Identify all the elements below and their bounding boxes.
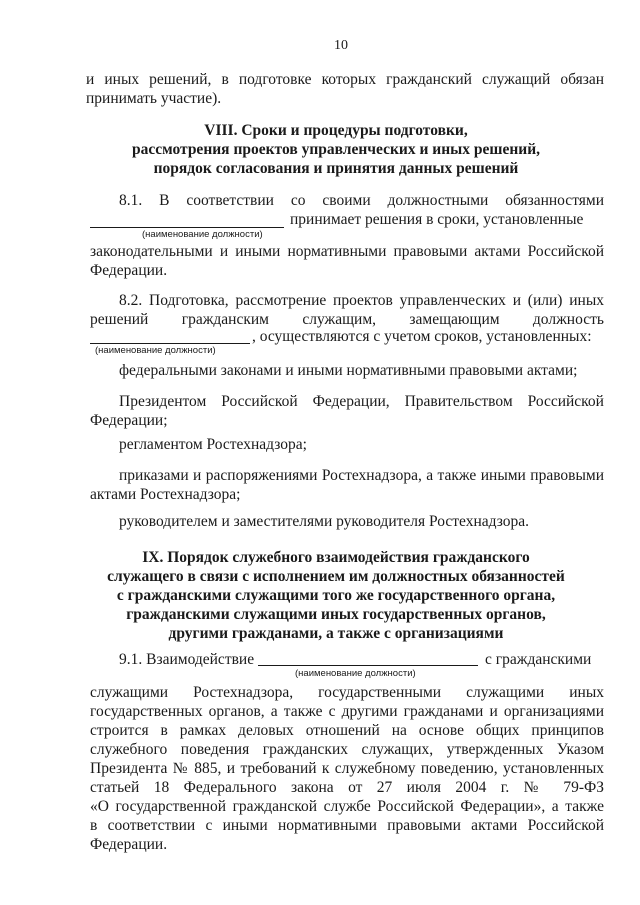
paragraph-8-1-line-4: Федерации. <box>90 262 168 279</box>
paragraph-8-1-line-1 <box>119 191 604 210</box>
word: Российской <box>527 393 604 410</box>
position-name-blank-line <box>258 665 478 666</box>
paragraph-8-1-line-3: законодательными и иными нормативными правовыми актами Российской <box>90 243 604 260</box>
word: В <box>159 192 170 209</box>
paragraph-9-1-line: Президента № 885, и требований к служебному поведению, установленных <box>90 760 604 777</box>
paragraph-9-1-line: в соответствии с иными нормативными правовыми актами Российской <box>90 817 604 834</box>
section-8-heading-line-3: порядок согласования и принятия данных решений <box>153 160 519 177</box>
word: Президентом <box>119 393 207 410</box>
section-9-heading-line-3: с гражданскими служащими того же государственного органа, <box>116 587 556 604</box>
list-item-president-line-1 <box>119 392 604 411</box>
position-name-blank-line <box>90 343 250 344</box>
paragraph-9-1-line: служащими Ростехнадзора, государственными служащими иных <box>90 684 604 701</box>
paragraph-9-1-line: статьей 18 Федерального закона от 27 июля 2004 г. № 79-ФЗ <box>90 779 604 796</box>
word: гражданским <box>181 311 269 328</box>
word: своими <box>322 192 371 209</box>
list-item-head: руководителем и заместителями руководителя Ростехнадзора. <box>119 513 529 530</box>
list-item-regulation: регламентом Ростехнадзора; <box>119 436 307 453</box>
word: соответствии <box>186 192 274 209</box>
word: Российской <box>221 393 298 410</box>
position-name-caption: (наименование должности) <box>95 345 216 356</box>
intro-line-1: и иных решений, в подготовке которых гражданский служащий обязан <box>86 71 604 88</box>
list-item-federal-laws: федеральными законами и иными нормативными правовыми актами; <box>119 362 578 379</box>
word: должность <box>532 311 604 328</box>
word: должностными <box>387 192 489 209</box>
word: Федерации, <box>312 393 390 410</box>
word: 8.1. <box>119 192 143 209</box>
section-9-heading-line-5: другими гражданами, а также с организациями <box>168 625 504 642</box>
paragraph-9-1-line: государственных органов, а также с другими гражданами и организациями <box>90 703 604 720</box>
section-8-heading-line-2: рассмотрения проектов управленческих и иных решений, <box>131 141 540 158</box>
position-name-caption: (наименование должности) <box>142 229 263 240</box>
paragraph-9-1-line: строится в рамках деловых отношений на основе общих принципов <box>90 722 604 739</box>
word: решений <box>90 311 149 328</box>
page-number: 10 <box>334 38 348 53</box>
section-8-heading-line-1: VIII. Сроки и процедуры подготовки, <box>204 122 468 139</box>
list-item-president-line-2: Федерации; <box>90 412 168 429</box>
word: служащим, <box>302 311 377 328</box>
position-name-caption: (наименование должности) <box>295 668 416 679</box>
word: обязанностями <box>505 192 604 209</box>
section-9-heading-line-1: IX. Порядок служебного взаимодействия гражданского <box>142 549 530 566</box>
paragraph-8-2-line-1: 8.2. Подготовка, рассмотрение проектов управленческих и (или) иных <box>119 292 604 309</box>
paragraph-9-1-end: с гражданскими <box>485 651 592 668</box>
paragraph-9-1-line: служебного поведения гражданских служащих, утвержденных Указом <box>90 741 604 758</box>
position-name-blank-line <box>90 227 284 228</box>
section-9-heading-line-2: служащего в связи с исполнением им должностных обязанностей <box>107 568 565 585</box>
paragraph-9-1-last-line: Федерации. <box>90 836 168 853</box>
paragraph-8-1-line-2: принимает решения в сроки, установленные <box>290 211 584 228</box>
list-item-orders-line-1: приказами и распоряжениями Ростехнадзора, а также иными правовыми <box>119 467 604 484</box>
section-9-heading-line-4: гражданскими служащими иных государственных органов, <box>126 606 546 623</box>
paragraph-9-1-start: 9.1. Взаимодействие <box>119 651 255 668</box>
word: Правительством <box>404 393 513 410</box>
word: замещающим <box>409 311 500 328</box>
paragraph-9-1-line: «О государственной гражданской службе Российской Федерации», а также <box>90 798 604 815</box>
list-item-orders-line-2: актами Ростехнадзора; <box>90 486 241 503</box>
intro-line-2: принимать участие). <box>86 90 222 107</box>
word: со <box>290 192 306 209</box>
paragraph-8-2-line-3: , осуществляются с учетом сроков, установленных: <box>252 328 592 345</box>
